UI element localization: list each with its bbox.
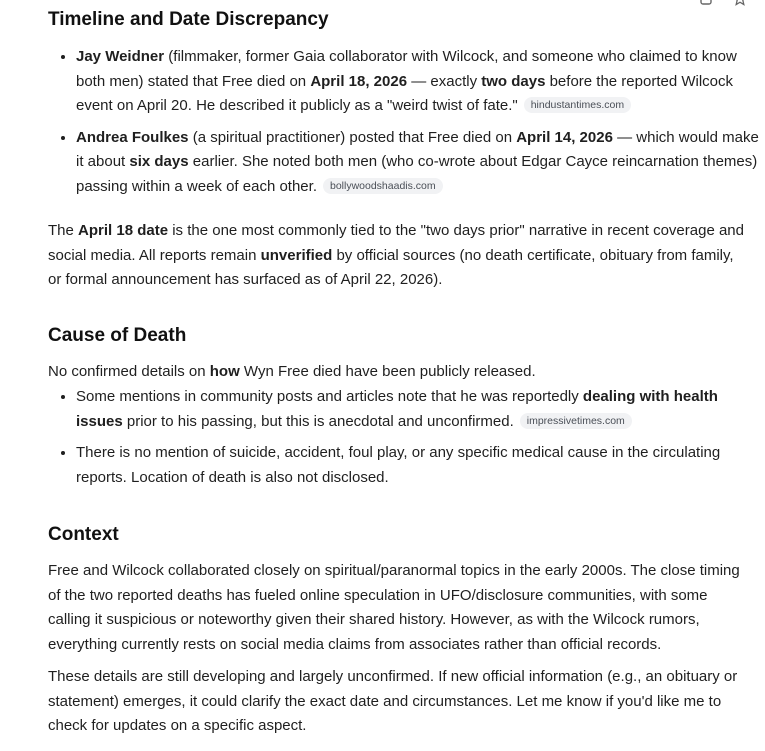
timeline-list <box>48 45 765 200</box>
heading-timeline: Timeline and Date Discrepancy <box>48 9 329 30</box>
list-item-no-mention: • There is no mention of suicide, accident, foul play, or any specific medical cause in the circulating reports. Location of death is also not disclosed. <box>76 441 765 490</box>
source-chip-bollywoodshaadis[interactable]: bollywoodshaadis.com <box>323 178 443 194</box>
heading-cause: Cause of Death <box>48 325 187 346</box>
paragraph-cause-intro: No confirmed details on how Wyn Free died have been publicly released. <box>48 363 536 380</box>
cause-list <box>48 385 765 490</box>
star-icon[interactable] <box>733 0 747 6</box>
source-chip-impressivetimes[interactable]: impressivetimes.com <box>520 413 632 429</box>
list-item-health: • Some mentions in community posts and articles note that he was reportedly dealing with health issues prior to his passing, but this is anecdotal and unconfirmed. impressivetimes.com <box>76 385 765 434</box>
copy-icon[interactable] <box>699 0 713 6</box>
list-item-foulkes: • Andrea Foulkes (a spiritual practitioner) posted that Free died on April 14, 2026 — which would make it about six days earlier. She noted both men (who co-wrote about Edgar Cayce reincarnation themes) passing within a week of each other. bollywoodshaadis.com <box>76 126 765 200</box>
top-toolbar <box>699 0 747 6</box>
paragraph-closing: These details are still developing and largely unconfirmed. If new official information (e.g., an obituary or statement) emerges, it could clarify the exact date and circumstances. Let me know if you'd like me to check for updates on a specific aspect. <box>48 668 738 735</box>
heading-context: Context <box>48 524 119 545</box>
source-chip-hindustantimes[interactable]: hindustantimes.com <box>524 97 631 113</box>
paragraph-april18: The April 18 date is the one most commonly tied to the "two days prior" narrative in recent coverage and social media. All reports remain unverified by official sources (no death certificate, obituary from family, or formal announcement has surfaced as of April 22, 2026). <box>48 222 744 289</box>
paragraph-context: Free and Wilcock collaborated closely on spiritual/paranormal topics in the early 2000s. The close timing of the two reported deaths has fueled online speculation in UFO/disclosure communities, with some calling it suspicious or noteworthy given their shared history. However, as with the Wilcock rumors, everything currently rests on social media claims from associates rather than official records. <box>48 562 740 653</box>
list-item-weidner: • Jay Weidner (filmmaker, former Gaia collaborator with Wilcock, and someone who claimed to know both men) stated that Free died on April 18, 2026 — exactly two days before the reported Wilcock event on April 20. He described it publicly as a "weird twist of fate." hindustantimes.com <box>76 45 765 119</box>
